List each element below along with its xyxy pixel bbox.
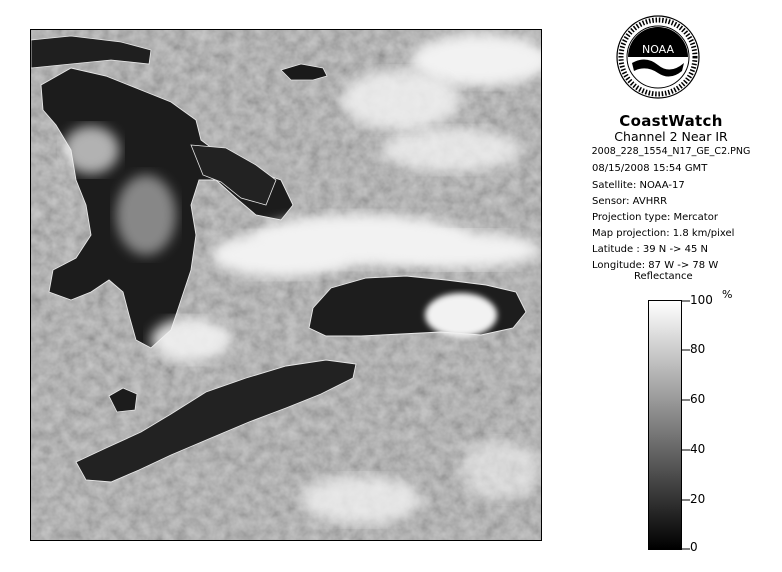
map-projection-label: Map projection: 1.8 km/pixel <box>592 228 735 239</box>
tick-label-60: 60 <box>690 392 706 406</box>
channel-label: Channel 2 Near IR <box>614 129 728 144</box>
satellite-image <box>30 29 542 541</box>
tick-label-100: 100 <box>690 293 713 307</box>
noaa-logo <box>616 15 700 99</box>
projection-type-label: Projection type: Mercator <box>592 212 718 223</box>
noaa-logo-text: NOAA <box>641 43 675 56</box>
sensor-label: Sensor: AVHRR <box>592 196 668 207</box>
reflectance-label: Reflectance <box>634 271 693 282</box>
latitude-label: Latitude : 39 N -> 45 N <box>592 244 708 255</box>
unit-label: % <box>722 288 733 301</box>
tick-label-40: 40 <box>690 442 706 456</box>
tick-label-80: 80 <box>690 342 706 356</box>
satellite-scene <box>31 30 541 540</box>
tick-label-0: 0 <box>690 540 698 554</box>
satellite-label: Satellite: NOAA-17 <box>592 180 685 191</box>
colorbar <box>648 300 682 550</box>
colorbar-ticks <box>682 300 692 550</box>
tick-label-20: 20 <box>690 492 706 506</box>
filename-label: 2008_228_1554_N17_GE_C2.PNG <box>591 146 751 157</box>
datetime-label: 08/15/2008 15:54 GMT <box>592 163 708 174</box>
longitude-label: Longitude: 87 W -> 78 W <box>592 260 719 271</box>
page-title: CoastWatch <box>619 112 723 130</box>
